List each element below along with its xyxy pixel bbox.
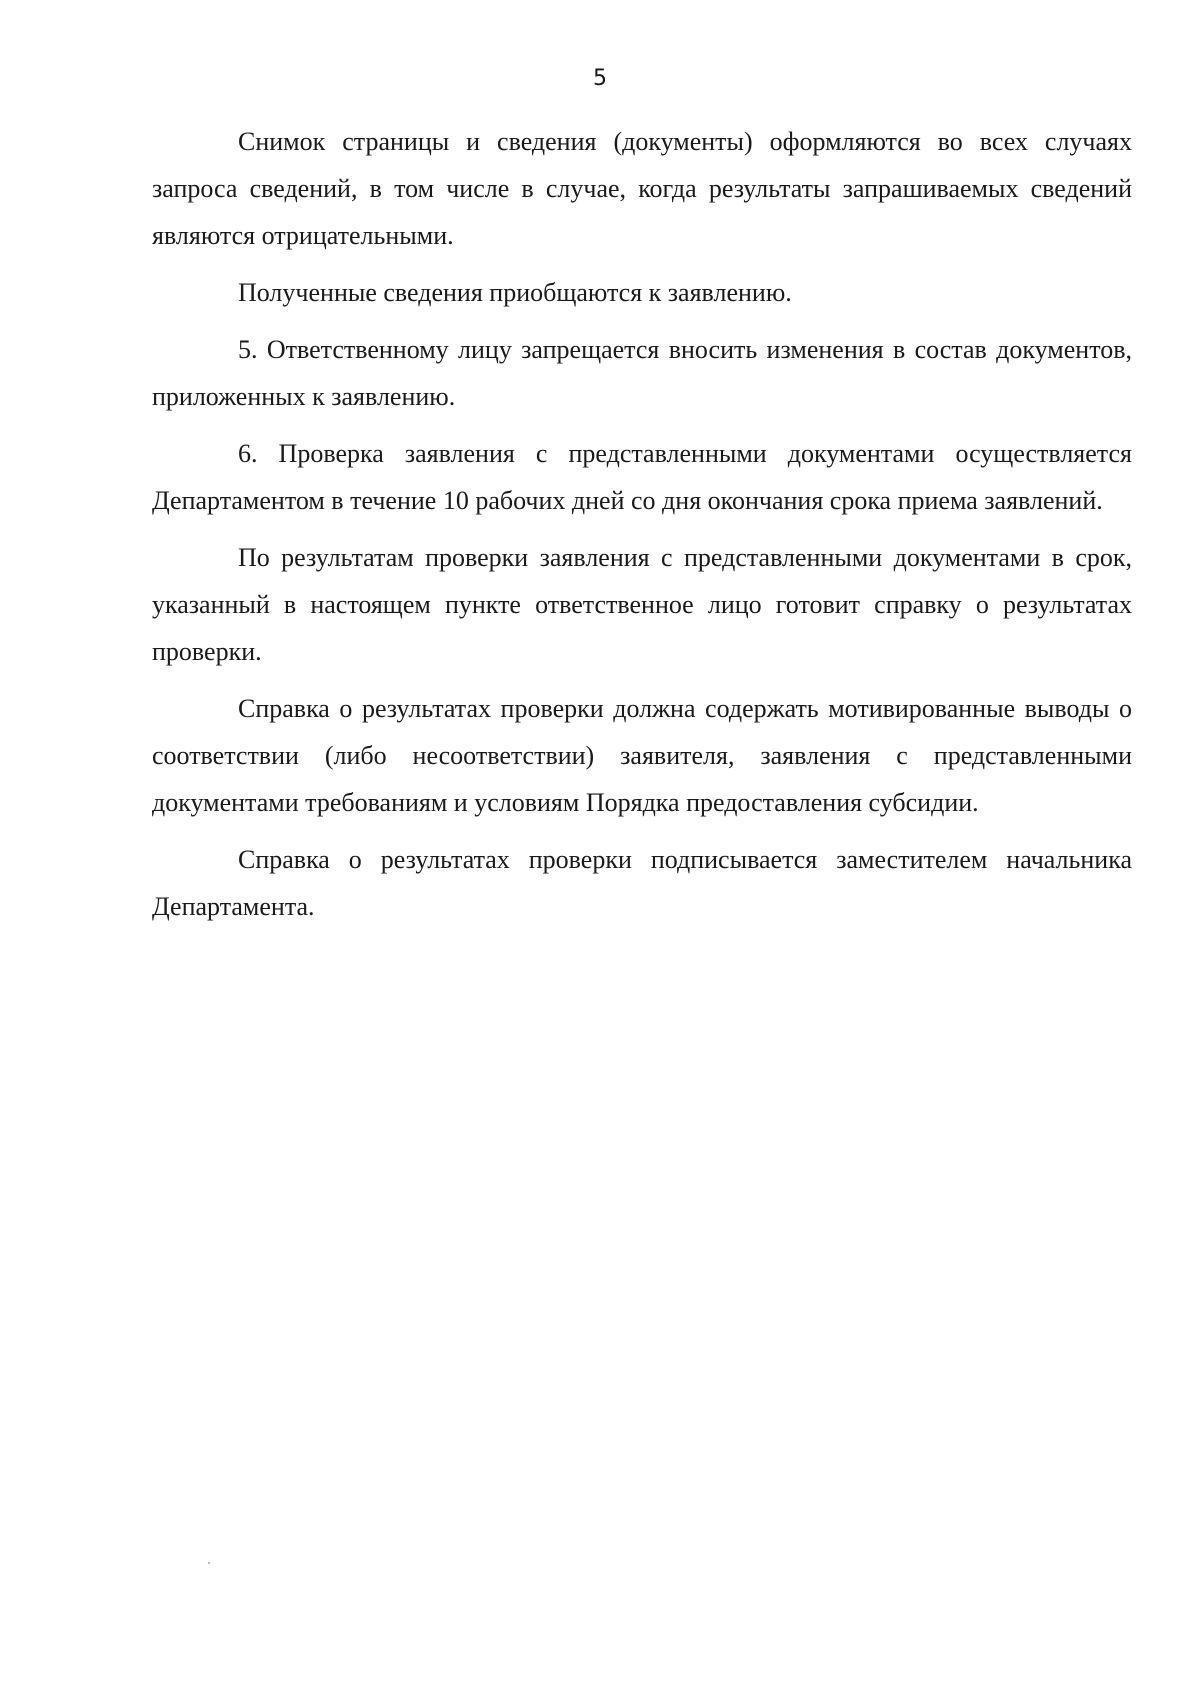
scan-speck (208, 1562, 210, 1564)
paragraph-attached-info: Полученные сведения приобщаются к заявлению. (238, 278, 792, 307)
document-body (152, 118, 1132, 940)
paragraph-report-signature: Справка о результатах проверки подписывается заместителем начальника Департамента. (152, 845, 1132, 921)
paragraph-report-content: Справка о результатах проверки должна содержать мотивированные выводы о соответствии (либо несоответствии) заявителя, заявления с представленными документами требованиям и условиям Порядка предоставления субсидии. (152, 694, 1132, 817)
paragraph-item-6: 6. Проверка заявления с представленными документами осуществляется Департаментом в течение 10 рабочих дней со дня окончания срока приема заявлений. (152, 439, 1132, 515)
paragraph-check-results: По результатам проверки заявления с представленными документами в срок, указанный в настоящем пункте ответственное лицо готовит справку о результатах проверки. (152, 543, 1132, 666)
paragraph-item-5: 5. Ответственному лицу запрещается вносить изменения в состав документов, приложенных к заявлению. (152, 335, 1132, 411)
paragraph-snapshot-info: Снимок страницы и сведения (документы) оформляются во всех случаях запроса сведений, в том числе в случае, когда результаты запрашиваемых сведений являются отрицательными. (152, 127, 1132, 250)
page-number: 5 (593, 66, 607, 91)
